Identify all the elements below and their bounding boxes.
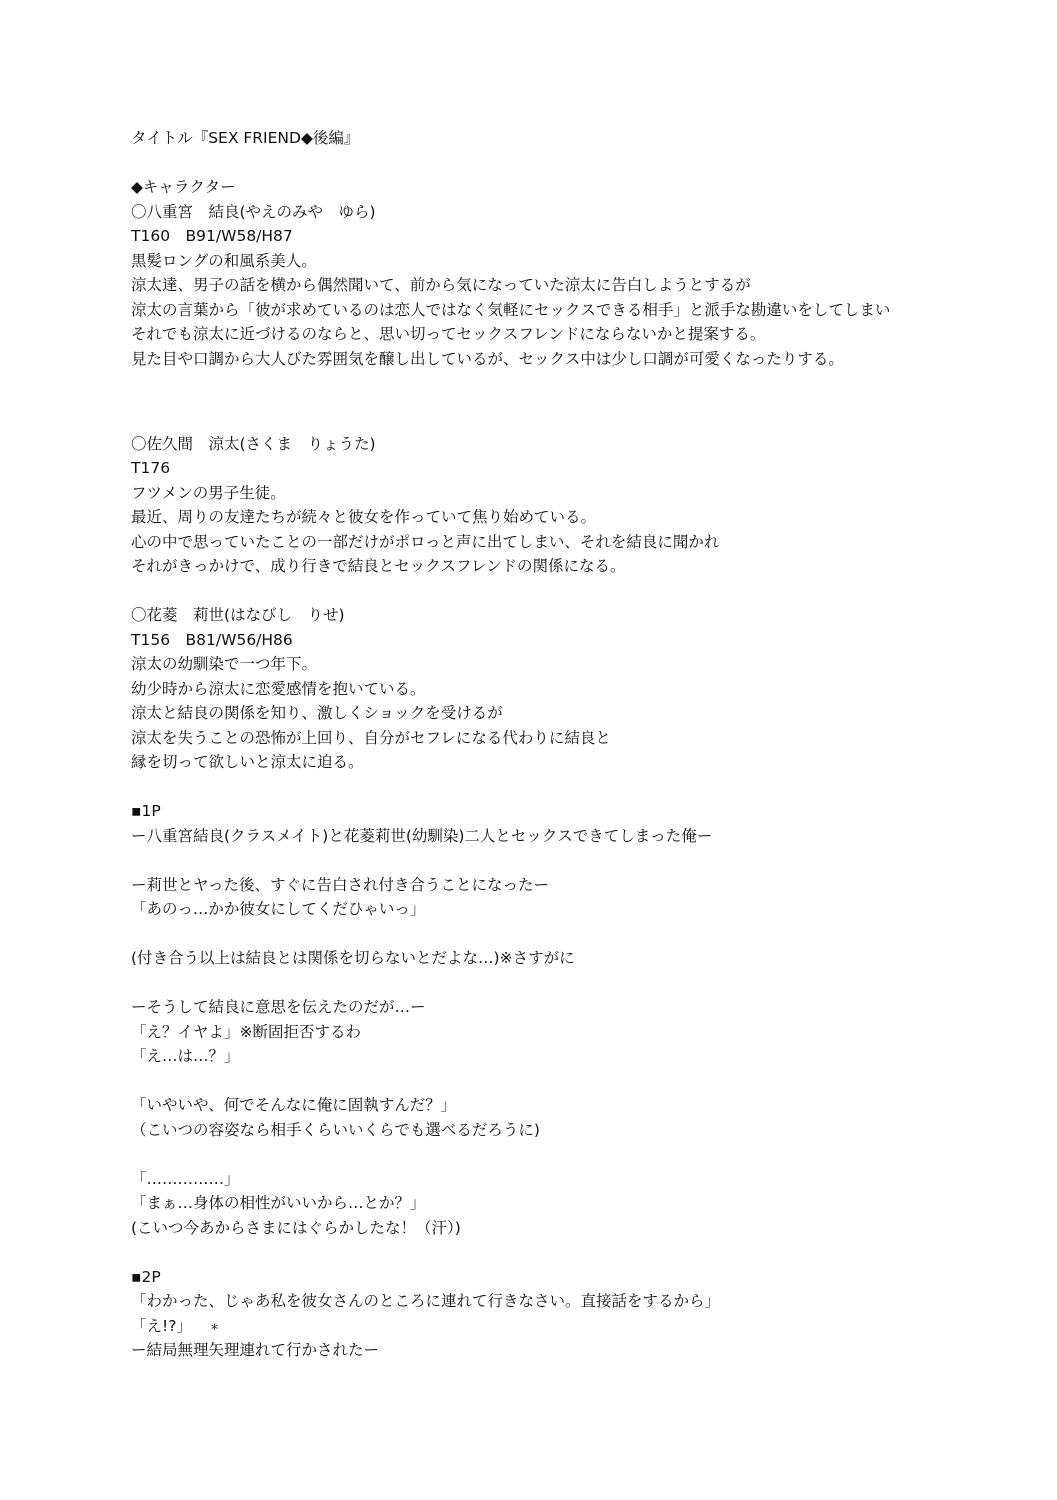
script-line: ー莉世とヤった後、すぐに告白され付き合うことになったー: [131, 875, 550, 894]
script-line: ー結局無理矢理連れて行かされたー: [131, 1341, 380, 1359]
script-line: 「いやいや、何でそんなに俺に固執すんだ？」: [131, 1096, 457, 1114]
scene-break-mark: *: [211, 1322, 218, 1338]
character-description-line: 涼太と結良の関係を知り、激しくショックを受けるが: [131, 704, 503, 722]
script-page-header: ▪2P: [131, 1267, 161, 1286]
character-name: 〇八重宮 結良(やえのみや ゆら): [131, 202, 376, 221]
character-description-line: 黒髪ロングの和風系美人。: [131, 251, 317, 270]
script-line: (付き合う以上は結良とは関係を切らないとだよな…)※さすがに: [131, 949, 575, 967]
script-line: 「……………」: [131, 1169, 240, 1188]
character-description-line: 最近、周りの友達たちが続々と彼女を作っていて焦り始めている。: [131, 508, 597, 526]
script-line: 「わかった、じゃあ私を彼女さんのところに連れて行きなさい。直接話をするから」: [131, 1292, 721, 1310]
script-line: 「まぁ…身体の相性がいいから…とか？」: [131, 1194, 426, 1212]
character-description-line: 涼太を失うことの恐怖が上回り、自分がセフレになる代わりに結良と: [131, 728, 611, 747]
character-description-line: それがきっかけで、成り行きで結良とセックスフレンドの関係になる。: [131, 557, 626, 575]
character-description-line: フツメンの男子生徒。: [131, 483, 286, 502]
script-line: 「え？イヤよ」※断固拒否するわ: [131, 1022, 361, 1041]
character-stats: T156 B81/W56/H86: [131, 630, 293, 649]
character-stats: T176: [131, 459, 171, 477]
character-stats: T160 B91/W58/H87: [131, 227, 293, 245]
script-line: 「え!?」: [131, 1316, 192, 1335]
script-line: 「え…は…？」: [131, 1047, 240, 1065]
character-description-line: 縁を切って欲しいと涼太に迫る。: [131, 753, 364, 771]
character-description-line: 涼太達、男子の話を横から偶然聞いて、前から気になっていた涼太に告白しようとするが: [131, 276, 751, 294]
character-description-line: 涼太の言葉から「彼が求めているのは恋人ではなく気軽にセックスできる相手」と派手な勘違いをしてしまい: [131, 300, 891, 319]
document-title: タイトル『SEX FRIEND◆後編』: [131, 129, 360, 147]
character-description-line: 幼少時から涼太に恋愛感情を抱いている。: [131, 679, 426, 698]
script-line: ーそうして結良に意思を伝えたのだが…ー: [131, 998, 426, 1016]
script-line: ー八重宮結良(クラスメイト)と花菱莉世(幼馴染)二人とセックスできてしまった俺ー: [131, 826, 713, 845]
character-name: 〇佐久間 涼太(さくま りょうた): [131, 434, 376, 453]
character-description-line: 見た目や口調から大人びた雰囲気を醸し出しているが、セックス中は少し口調が可愛くなったりする。: [131, 349, 844, 368]
character-description-line: 心の中で思っていたことの一部だけがポロっと声に出てしまい、それを結良に聞かれ: [131, 532, 720, 551]
script-line: (こいつ今あからさまにはぐらかしたな！（汗）): [131, 1218, 461, 1237]
character-description-line: それでも涼太に近づけるのならと、思い切ってセックスフレンドにならないかと提案する。: [131, 325, 766, 343]
character-description-line: 涼太の幼馴染で一つ年下。: [131, 655, 318, 673]
script-page-header: ▪1P: [131, 802, 161, 820]
character-section-header: ◆キャラクター: [131, 178, 236, 196]
document-body: [131, 126, 1011, 1363]
script-line: （こいつの容姿なら相手くらいいくらでも選べるだろうに): [131, 1120, 540, 1139]
character-name: 〇花菱 莉世(はなびし りせ): [131, 606, 345, 624]
script-line: 「あのっ…かか彼女にしてくだひゃいっ」: [131, 900, 426, 918]
